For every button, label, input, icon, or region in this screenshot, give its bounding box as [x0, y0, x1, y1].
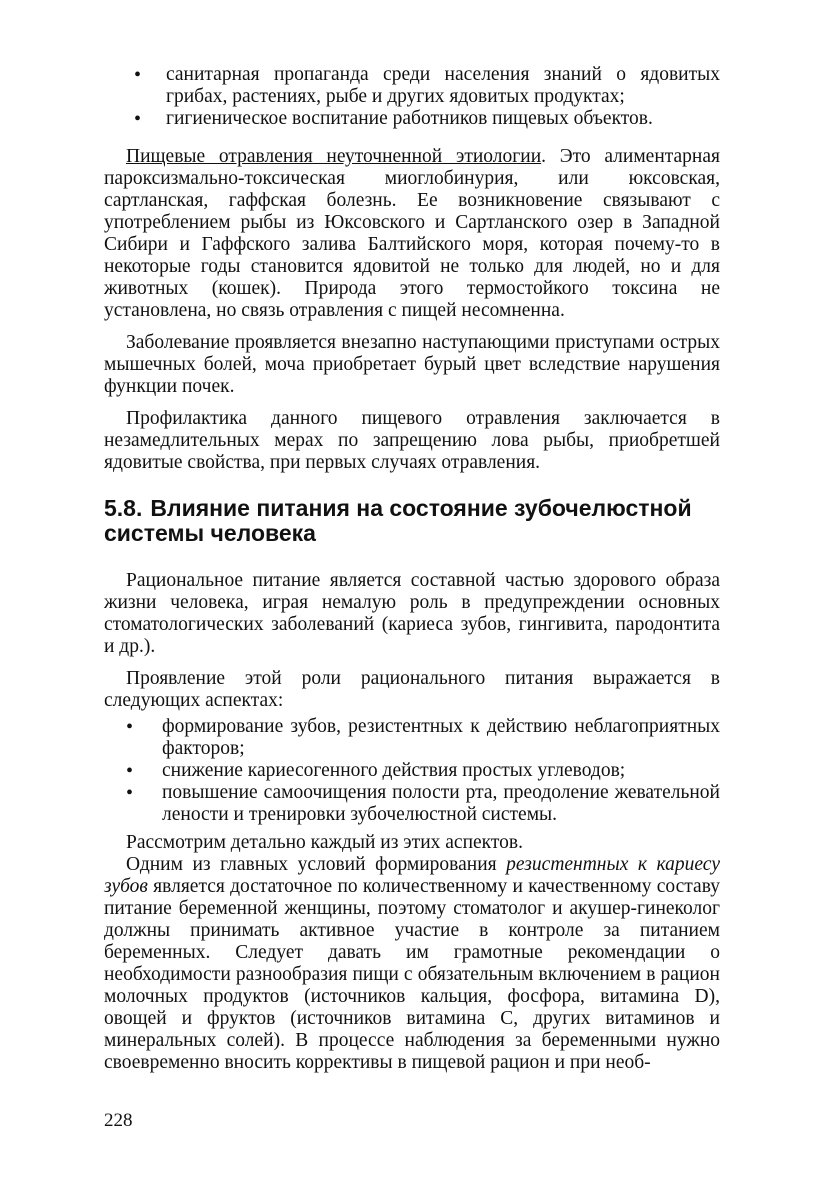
paragraph-main	[104, 854, 720, 1074]
paragraph-prevention: Профилактика данного пищевого отравления заключается в незамедлительных мерах по запрещению лова рыбы, приобретшей ядовитые свойства, при первых случаях отравления.	[104, 408, 720, 473]
page-number: 228	[104, 1110, 133, 1131]
paragraph-disease: Заболевание проявляется внезапно наступающими приступами острых мышечных болей, моча приобретает бурый цвет вследствие нарушения функции почек.	[104, 332, 720, 397]
section-title: Влияние питания на состояние зубочелюстной системы человека	[104, 495, 692, 546]
paragraph-rational-nutrition: Рациональное питание является составной частью здорового образа жизни человека, играя немалую роль в предупреждении основных стоматологических заболеваний (кариеса зубов, гингивита, пародонтита и др.).	[104, 570, 720, 657]
list-item: • снижение кариесогенного действия простых углеводов;	[104, 760, 720, 782]
main-rest: является достаточное по количественному и качественному составу питание беременной женщины, поэтому стоматолог и акушер-гинеколог должны принимать активное участие в контроле за питанием беременных. Следует давать им грамотные рекомендации о необходимости разнообразия пищи с обязательным включением в рацион молочных продуктов (источников кальция, фосфора, витамина D), овощей и фруктов (источников витамина С, других витаминов и минеральных солей). В процессе наблюдения за беременными нужно своевременно вносить коррективы в пищевой рацион и при необ-	[104, 876, 720, 1073]
etiology-text: . Это алиментарная пароксизмально-токсическая миоглобинурия, или юксовская, сартланская, гаффская болезнь. Ее возникновение связывают с употреблением рыбы из Юксовского и Сартланского озер в Западной Сибири и Гаффского залива Балтийского моря, которая почему-то в некоторые годы становится ядовитой не только для людей, но и для животных (кошек). Природа этого термостойкого токсина не установлена, но связь отравления с пищей несомненна.	[104, 146, 720, 321]
list-item: • гигиеническое воспитание работников пищевых объектов.	[104, 108, 720, 130]
section-number: 5.8.	[104, 495, 143, 521]
aspects-bullet-list	[104, 716, 720, 826]
prevention-bullet-list	[104, 64, 720, 130]
section-heading	[104, 496, 720, 546]
paragraph-consider: Рассмотрим детально каждый из этих аспектов.	[126, 832, 523, 853]
list-item: • формирование зубов, резистентных к действию неблагоприятных факторов;	[104, 716, 720, 760]
paragraph-aspects-intro: Проявление этой роли рационального питания выражается в следующих аспектах:	[104, 668, 720, 711]
main-emphasis: резистентных к кариесу зубов	[104, 854, 720, 897]
paragraph-etiology	[104, 146, 720, 322]
main-lead: Одним из главных условий формирования	[126, 854, 507, 875]
list-item: • санитарная пропаганда среди населения знаний о ядовитых грибах, растениях, рыбе и других ядовитых продуктах;	[104, 64, 720, 108]
text-column	[104, 64, 720, 1074]
list-item: • повышение самоочищения полости рта, преодоление жевательной лености и тренировки зубочелюстной системы.	[104, 782, 720, 826]
etiology-term: Пищевые отравления неуточненной этиологии	[126, 146, 542, 167]
